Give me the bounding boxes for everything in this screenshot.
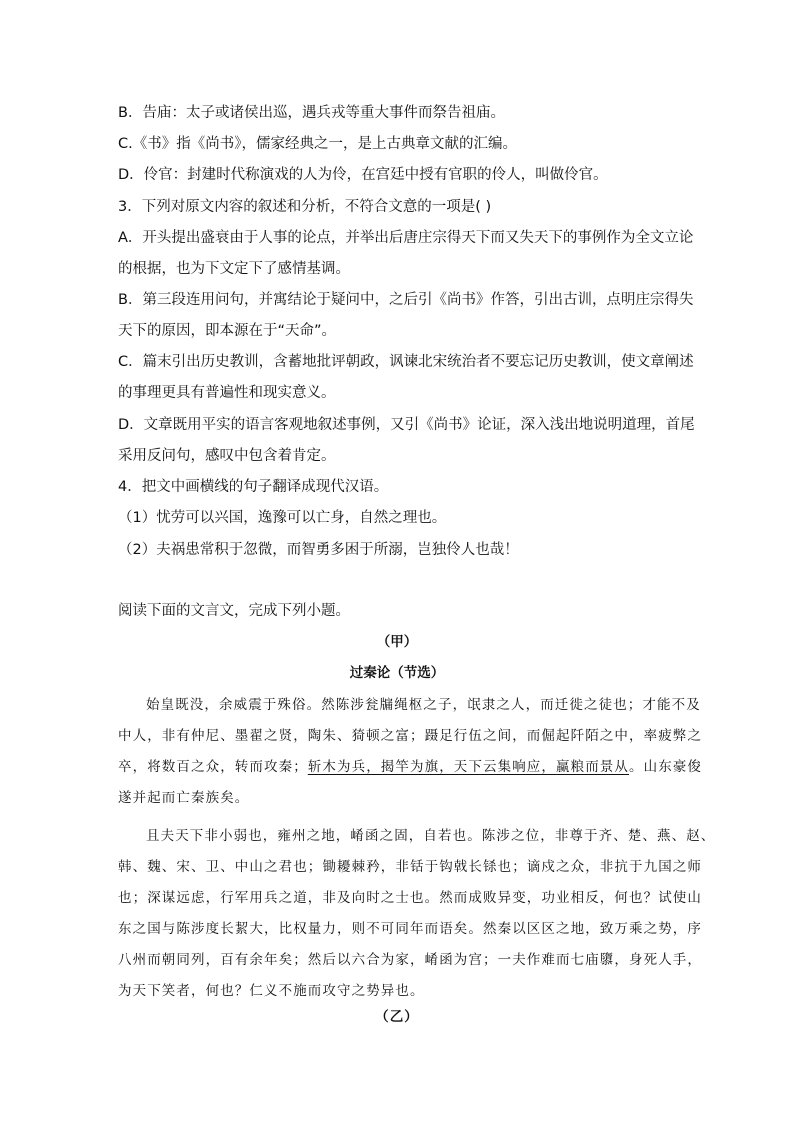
underlined-sentence: 斩木为兵，揭竿为旗，天下云集响应，赢粮而景从 — [307, 759, 630, 775]
passage-p1-line1: 始皇既没，余威震于殊俗。然陈涉瓮牖绳枢之子，氓隶之人，而迁徙之徒也；才能不及 — [146, 697, 701, 713]
part-b-label: （乙） — [375, 1009, 419, 1025]
passage-p2-line3: 也；深谋远虑，行军用兵之道，非及向时之士也。然而成败异变，功业相反，何也？试使山 — [118, 890, 702, 906]
q3-option-b-line1: B．第三段连用问句，并寓结论于疑问中，之后引《尚书》作答，引出古训，点明庄宗得失 — [118, 292, 694, 308]
q3-option-c-line1: C．篇末引出历史教训，含蓄地批评朝政，讽谏北宋统治者不要忘记历史教训，使文章阐述 — [118, 354, 694, 370]
passage-p2-line6: 为天下笑者，何也？仁义不施而攻守之势异也。 — [118, 983, 425, 999]
reading-instruction: 阅读下面的文言文，完成下列小题。 — [118, 603, 350, 619]
q3-stem: 3．下列对原文内容的叙述和分析，不符合文意的一项是( ) — [118, 199, 492, 215]
q4-sentence-1: （1）忧劳可以兴国，逸豫可以亡身，自然之理也。 — [118, 510, 447, 526]
q3-option-d-line1: D．文章既用平实的语言客观地叙述事例，又引《尚书》论证，深入浅出地说明道理，首尾 — [118, 417, 695, 433]
passage-p1-line3 — [118, 757, 702, 777]
q2-option-c: C.《书》指《尚书》，儒家经典之一，是上古典章文献的汇编。 — [118, 136, 517, 152]
passage-p1-line2: 中人，非有仲尼、墨翟之贤，陶朱、猗顿之富；蹑足行伍之间，而倔起阡陌之中，率疲弊之 — [118, 728, 702, 744]
passage-text-span: 卒，将数百之众，转而攻秦； — [118, 759, 308, 775]
passage-p2-line5: 八州而朝同列，百有余年矣；然后以六合为家，崤函为宫；一夫作难而七庙隳，身死人手， — [118, 952, 702, 968]
q4-stem: 4．把文中画横线的句子翻译成现代汉语。 — [118, 479, 389, 495]
passage-title: 过秦论（节选） — [349, 665, 445, 681]
passage-p2-line1: 且夫天下非小弱也，雍州之地，崤函之固，自若也。陈涉之位，非尊于齐、楚、燕、赵、 — [146, 828, 716, 844]
q3-option-a-line1: A．开头提出盛衰由于人事的论点，并举出后唐庄宗得天下而又失天下的事例作为全文立论 — [118, 230, 694, 246]
passage-p2-line4: 东之国与陈涉度长絜大，比权量力，则不可同年而语矣。然秦以区区之地，致万乘之势，序 — [118, 921, 702, 937]
part-a-label: （甲） — [376, 634, 418, 650]
passage-p1-line4: 遂并起而亡秦族矣。 — [118, 790, 250, 806]
q2-option-b: B．告庙：太子或诸侯出巡，遇兵戎等重大事件而祭告祖庙。 — [118, 105, 505, 121]
q4-sentence-2: （2）夫祸患常积于忽微，而智勇多困于所溺，岂独伶人也哉！ — [118, 542, 519, 558]
q3-option-a-line2: 的根据，也为下文定下了感情基调。 — [118, 261, 350, 277]
passage-text-span: 。山东豪俊 — [629, 759, 703, 775]
q3-option-d-line2: 采用反问句，感叹中包含着肯定。 — [118, 448, 336, 464]
passage-p2-line2: 韩、魏、宋、卫、中山之君也；锄耰棘矜，非铦于钩戟长铩也；谪戍之众，非抗于九国之师 — [118, 859, 702, 875]
q3-option-b-line2: 天下的原因，即本源在于“天命”。 — [118, 323, 337, 339]
q2-option-d: D．伶官：封建时代称演戏的人为伶，在宫廷中授有官职的伶人，叫做伶官。 — [118, 167, 608, 183]
q3-option-c-line2: 的事理更具有普遍性和现实意义。 — [118, 385, 336, 401]
